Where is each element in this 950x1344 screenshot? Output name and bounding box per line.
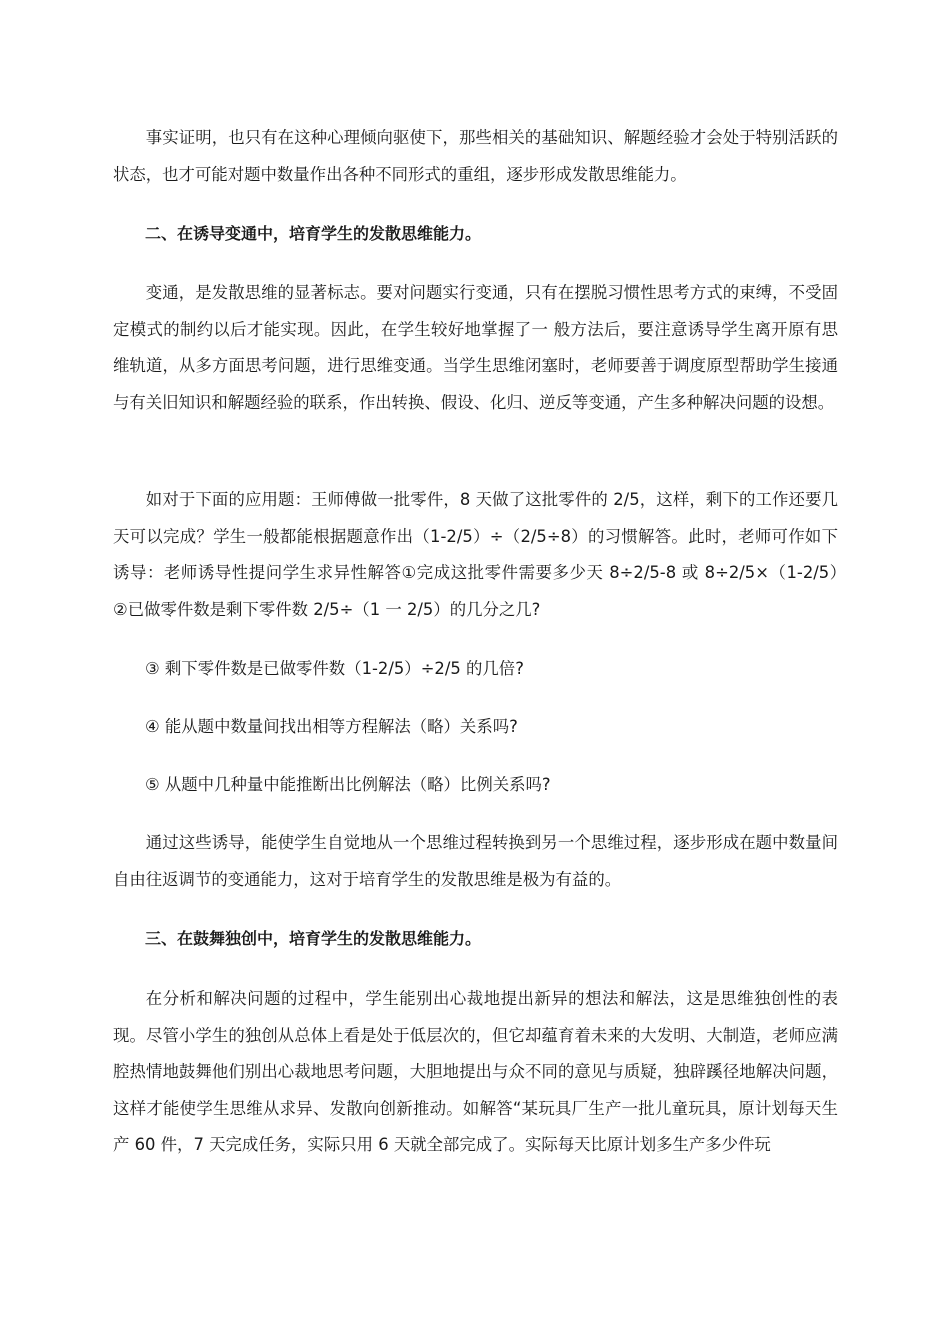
paragraph-guidance-result: 通过这些诱导，能使学生自觉地从一个思维过程转换到另一个思维过程，逐步形成在题中数量间自由往返调节的变通能力，这对于培育学生的发散思维是极为有益的。 (113, 833, 838, 889)
paragraph-flexibility: 变通，是发散思维的显著标志。要对问题实行变通，只有在摆脱习惯性思考方式的束缚，不受固定模式的制约以后才能实现。因此，在学生较好地掌握了一 般方法后，要注意诱导学生离开原有思维轨道，从多方面思考问题，进行思维变通。当学生思维闭塞时，老师要善于调度原型帮助学生接通与有关旧知识和解题经验的联系，作出转换、假设、化归、逆反等变通，产生多种解决问题的设想。 (113, 283, 838, 412)
paragraph-originality: 在分析和解决问题的过程中，学生能别出心裁地提出新异的想法和解法，这是思维独创性的表现。尽管小学生的独创从总体上看是处于低层次的，但它却蕴育着未来的大发明、大制造，老师应满腔热情地鼓舞他们别出心裁地思考问题，大胆地提出与众不同的意见与质疑，独辟蹊径地解决问题，这样才能使学生思维从求异、发散向创新推动。如解答“某玩具厂生产一批儿童玩具，原计划每天生产 60 件，7 天完成任务，实际只用 6 天就全部完成了。实际每天比原计划多生产多少件玩 (113, 989, 838, 1154)
paragraph-conclusion: 事实证明，也只有在这种心理倾向驱使下，那些相关的基础知识、解题经验才会处于特别活跃的状态，也才可能对题中数量作出各种不同形式的重组，逐步形成发散思维能力。 (113, 128, 838, 184)
paragraph-example-problem: 如对于下面的应用题：王师傅做一批零件，8 天做了这批零件的 2/5，这样，剩下的工作还要几天可以完成？学生一般都能根据题意作出（1-2/5）÷（2/5÷8）的习惯解答。此时，老师可作如下诱导：老师诱导性提问学生求异性解答①完成这批零件需要多少天 8÷2/5-8 或 8÷2/5×（1-2/5） ②已做零件数是剩下零件数 2/5÷（1 一 2/5）的几分之几? (113, 490, 855, 619)
question-5: ⑤ 从题中几种量中能推断出比例解法（略）比例关系吗? (145, 775, 551, 794)
section-heading-2: 二、在诱导变通中，培育学生的发散思维能力。 (145, 224, 482, 243)
question-4: ④ 能从题中数量间找出相等方程解法（略）关系吗? (145, 717, 518, 736)
section-heading-3: 三、在鼓舞独创中，培育学生的发散思维能力。 (145, 929, 482, 948)
question-3: ③ 剩下零件数是已做零件数（1-2/5）÷2/5 的几倍? (145, 659, 524, 678)
